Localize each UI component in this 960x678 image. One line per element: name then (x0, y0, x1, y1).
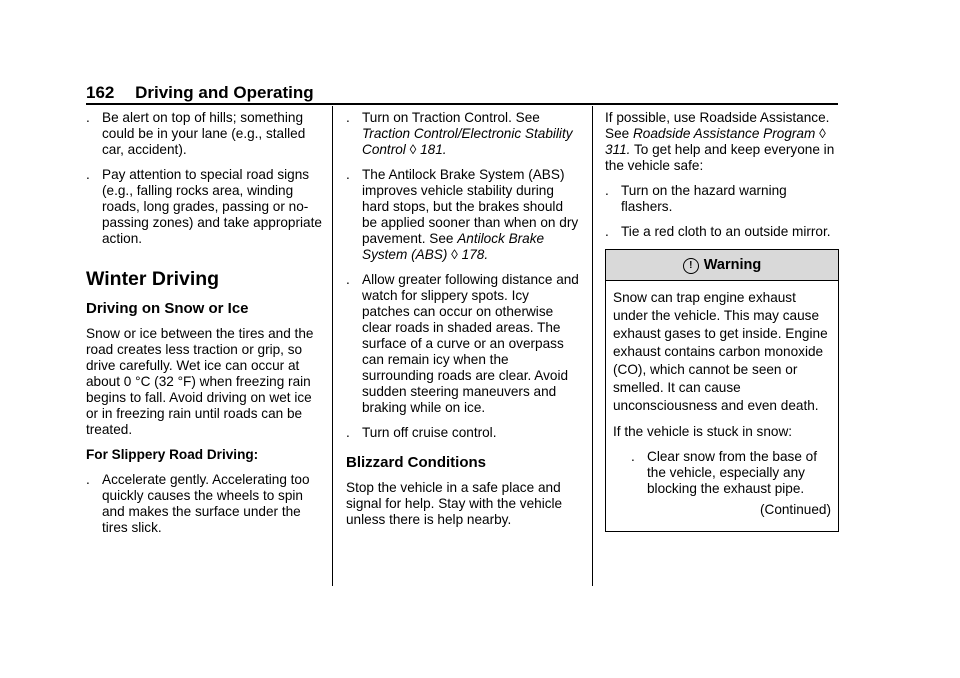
list-item-text: Accelerate gently. Accelerating too quickly causes the wheels to spin and makes the surface under the tires slick. (102, 472, 310, 535)
list-item (86, 110, 324, 158)
page-ref-number[interactable]: 181. (420, 142, 447, 157)
page-header (86, 83, 314, 103)
section-title: Driving and Operating (135, 83, 314, 102)
cross-reference-link[interactable]: Antilock Brake System (ABS) (362, 231, 545, 262)
list-item-text: Tie a red cloth to an outside mirror. (621, 224, 831, 239)
warning-stuck-text: If the vehicle is stuck in snow: (613, 424, 793, 439)
warning-box (605, 249, 839, 532)
page-ref-icon: ◊ (819, 126, 826, 141)
subheading-snow-ice: Driving on Snow or Ice (86, 300, 249, 317)
bullet-marker: . (86, 167, 90, 182)
paragraph-snow-ice: Snow or ice between the tires and the road creates less traction or grip, so drive carefully. Wet ice can occur at about 0 °C (32 °F) when freezing rain begins to fall. Avoid driving on wet ice or in freezing rain until roads can be treated. (86, 326, 314, 437)
list-item (631, 449, 831, 497)
bullet-marker: . (605, 224, 609, 239)
page-ref-number[interactable]: 311. (605, 142, 631, 157)
list-item (605, 224, 839, 240)
page-ref-number[interactable]: 178. (461, 247, 489, 262)
bullet-marker: . (86, 110, 90, 125)
list-item (86, 167, 324, 247)
list-item-text: Be alert on top of hills; something could be in your lane (e.g., stalled car, accident). (102, 110, 306, 157)
bullet-marker: . (631, 449, 635, 464)
subheading-blizzard: Blizzard Conditions (346, 454, 486, 471)
cross-reference-link[interactable]: Roadside Assistance Program (632, 126, 816, 141)
bullet-marker: . (346, 272, 350, 287)
column-right (605, 110, 839, 532)
list-item-text: Allow greater following distance and watch for slippery spots. Icy patches can occur on otherwise clear roads in shaded areas. The surface of a curve or an overpass can remain icy when the surrounding roads are clear. Avoid sudden steering maneuvers and braking while on ice. (362, 272, 579, 415)
list-item (346, 167, 580, 263)
warning-icon: ! (683, 258, 699, 274)
page-ref-icon: ◊ (409, 142, 417, 157)
list-item-text: Clear snow from the base of the vehicle, especially any blocking the exhaust pipe. (647, 449, 818, 496)
list-item-text: Turn on Traction Control. See (362, 110, 540, 125)
bullet-marker: . (346, 110, 350, 125)
list-item (605, 183, 839, 215)
continued-label: (Continued) (759, 502, 831, 517)
column-middle (346, 110, 580, 537)
warning-body (606, 281, 838, 531)
column-divider-2 (592, 106, 593, 586)
list-item (346, 272, 580, 416)
warning-header (606, 250, 838, 281)
page-ref-icon: ◊ (451, 247, 458, 262)
page-number: 162 (86, 83, 115, 102)
bullet-marker: . (346, 167, 350, 182)
list-item (86, 472, 324, 536)
bullet-marker: . (346, 425, 350, 440)
list-item (346, 110, 580, 158)
cross-reference-link[interactable]: Traction Control/Electronic Stability Control (362, 126, 573, 157)
list-item-text: Turn on the hazard warning flashers. (621, 183, 787, 214)
list-item-text: Pay attention to special road signs (e.g., falling rocks area, winding roads, long grades, passing or no-passing zones) and take appropriate action. (102, 167, 322, 246)
list-item-text: The Antilock Brake System (ABS) improves vehicle stability during hard stops, but the brakes should be applied sooner than when on dry pavement. See (362, 167, 579, 246)
bullet-marker: . (605, 183, 609, 198)
warning-text: Snow can trap engine exhaust under the vehicle. This may cause exhaust gases to get inside. Engine exhaust contains carbon monoxide (CO), which cannot be seen or smelled. It can cause unconsciousness and even death. (613, 290, 828, 413)
section-heading-winter-driving: Winter Driving (86, 268, 220, 290)
column-left (86, 110, 324, 545)
warning-title: Warning (703, 257, 762, 273)
bullet-marker: . (86, 472, 90, 487)
list-item-text: Turn off cruise control. (362, 425, 497, 440)
column-divider-1 (332, 106, 333, 586)
header-rule (86, 103, 838, 105)
paragraph-blizzard: Stop the vehicle in a safe place and signal for help. Stay with the vehicle unless there is help nearby. (346, 480, 563, 527)
list-item (346, 425, 580, 441)
slippery-road-label: For Slippery Road Driving: (86, 447, 259, 462)
paragraph-roadside: If possible, use Roadside Assistance. See Roadside Assistance Program ◊ 311. To get help and keep everyone in the vehicle safe: (605, 110, 835, 173)
